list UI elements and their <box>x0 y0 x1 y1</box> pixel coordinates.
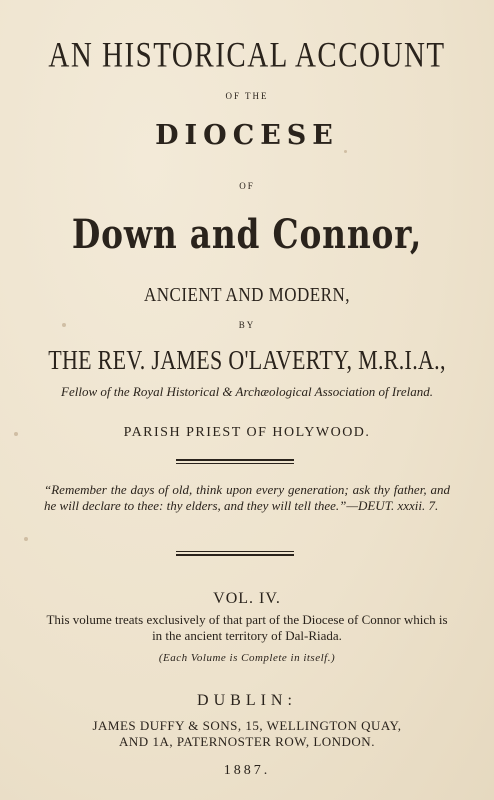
of-text: OF <box>239 181 255 191</box>
paper-speck <box>62 323 66 327</box>
subtitle: ANCIENT AND MODERN, <box>143 283 351 306</box>
author-name: THE REV. JAMES O'LAVERTY, M.R.I.A., <box>48 344 446 376</box>
divider-rule-bottom <box>176 551 294 558</box>
paper-speck <box>24 537 28 541</box>
author-fellowship: Fellow of the Royal Historical & Archæological Association of Ireland. <box>61 384 433 399</box>
epigraph-quotation: “Remember the days of old, think upon every generation; ask thy father, and he will declare to thee: thy elders, and they will tell thee.”—DEUT. xxxii. 7. <box>44 482 450 513</box>
publisher-line-2: AND 1A, PATERNOSTER ROW, LONDON. <box>119 734 375 749</box>
book-title: AN HISTORICAL ACCOUNT <box>48 35 446 76</box>
of-the-text: OF THE <box>225 91 269 101</box>
diocese-name: Down and Connor, <box>71 211 423 258</box>
paper-speck <box>344 150 347 153</box>
volume-description: This volume treats exclusively of that part of the Diocese of Connor which is in the ancient territory of Dal-Riada. <box>46 612 448 643</box>
volume-number: VOL. IV. <box>213 590 281 607</box>
paper-speck <box>14 432 18 436</box>
author-position: PARISH PRIEST OF HOLYWOOD. <box>123 425 371 440</box>
diocese-heading: DIOCESE <box>155 120 339 151</box>
volume-note: (Each Volume is Complete in itself.) <box>158 652 336 664</box>
publisher-block <box>0 718 494 750</box>
publication-year: 1887. <box>223 763 271 778</box>
divider-rule-top <box>176 459 294 464</box>
publication-city: DUBLIN: <box>197 692 297 709</box>
by-text: BY <box>238 320 256 330</box>
publisher-line-1: JAMES DUFFY & SONS, 15, WELLINGTON QUAY, <box>92 718 402 733</box>
